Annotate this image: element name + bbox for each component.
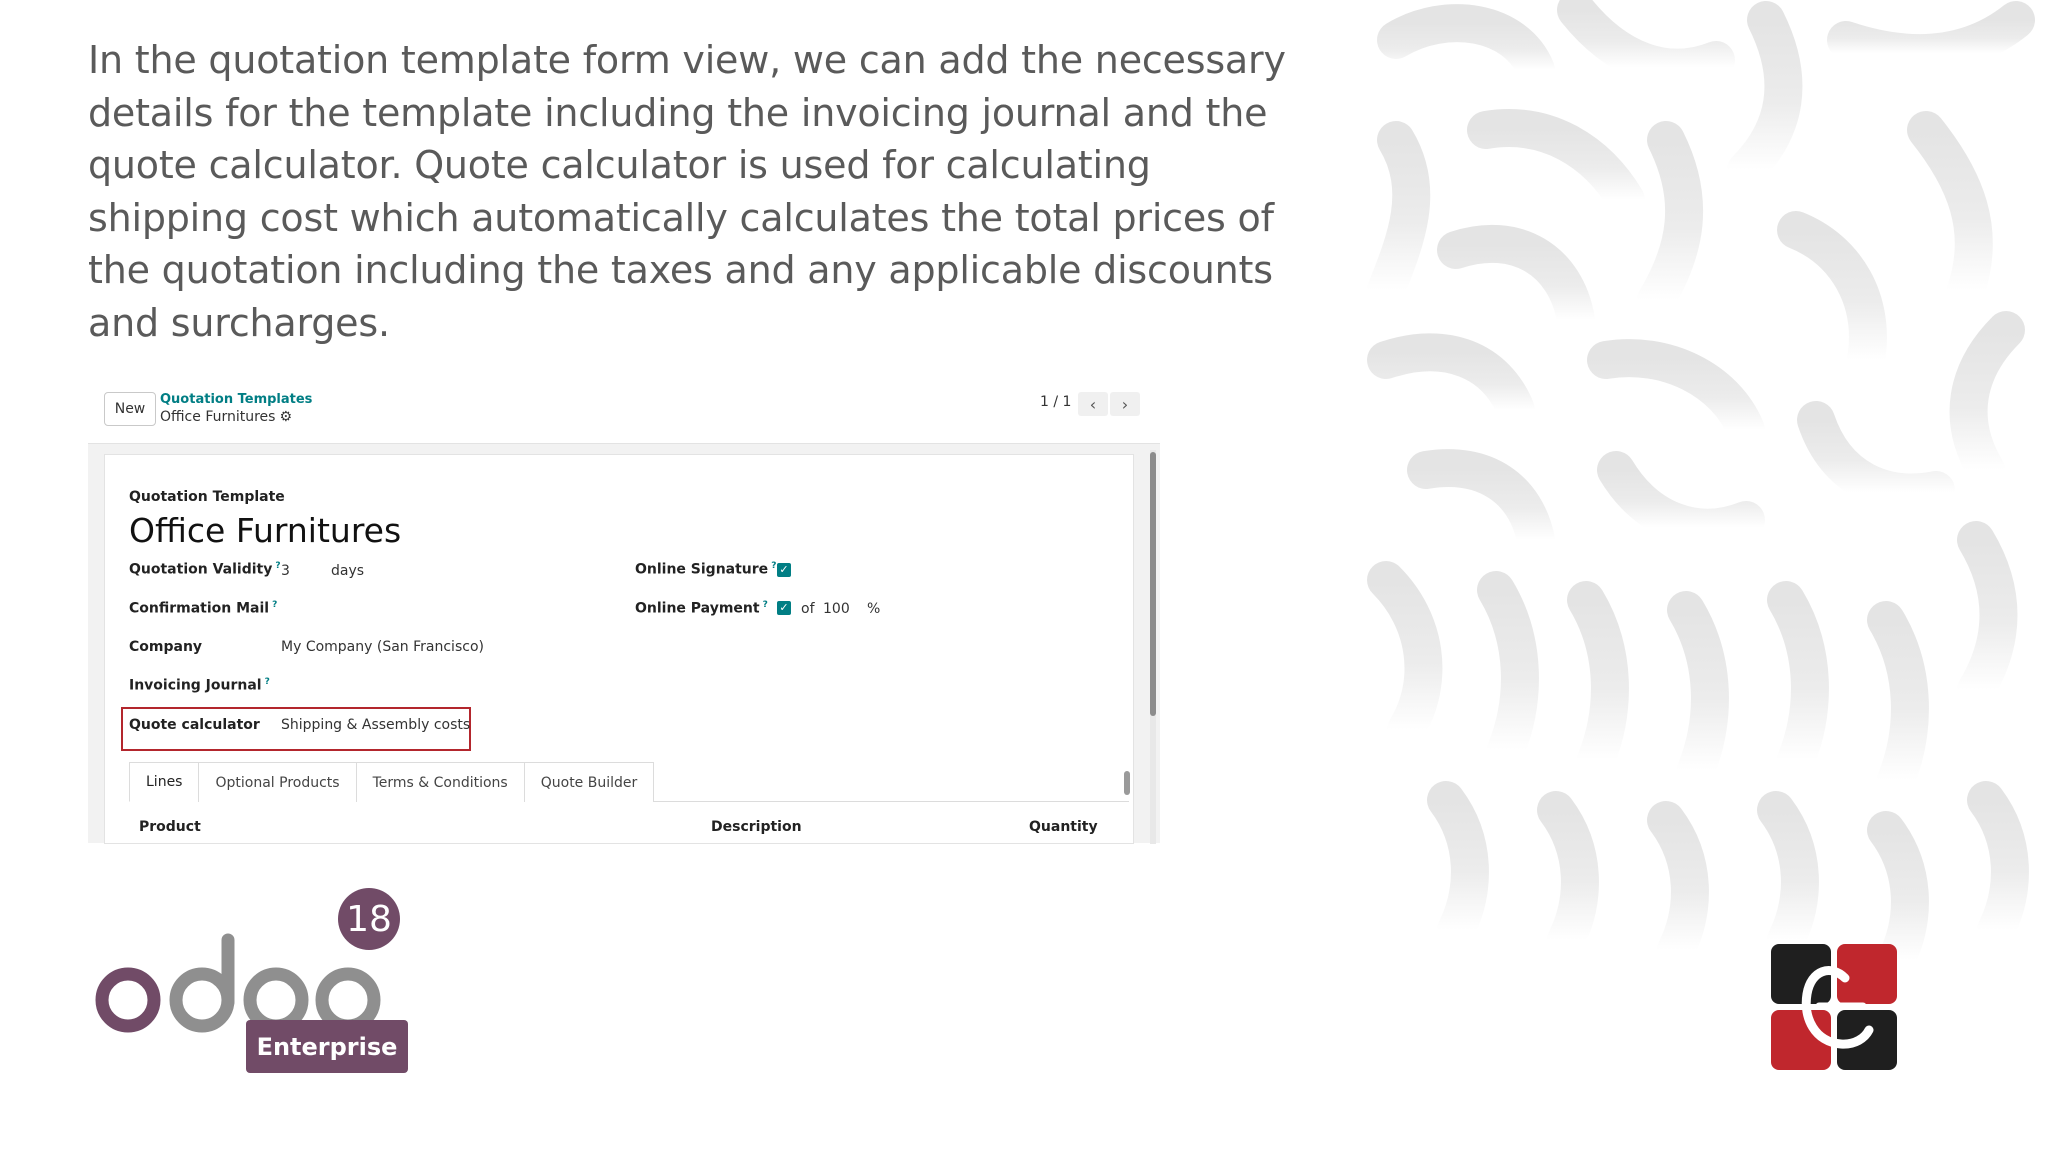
- quotation-validity-text: Quotation Validity: [129, 561, 273, 578]
- breadcrumb-current: [160, 409, 292, 425]
- invoicing-journal-text: Invoicing Journal: [129, 677, 262, 694]
- form-screenshot: [88, 380, 1160, 843]
- quotation-validity-input[interactable]: 3: [281, 563, 290, 579]
- help-icon[interactable]: ?: [272, 600, 278, 610]
- column-product[interactable]: Product: [139, 819, 201, 835]
- confirmation-mail-text: Confirmation Mail: [129, 600, 270, 617]
- version-badge: 18: [338, 888, 400, 950]
- quote-calculator-label: Quote calculator: [129, 717, 260, 733]
- tab-optional-products[interactable]: Optional Products: [198, 762, 356, 802]
- column-quantity[interactable]: Quantity: [1029, 819, 1098, 835]
- online-signature-text: Online Signature: [635, 561, 769, 578]
- decorative-pattern: [1366, 0, 2048, 1080]
- online-payment-percent-input[interactable]: 100: [823, 601, 850, 617]
- online-payment-label: [635, 600, 768, 617]
- chevron-left-icon[interactable]: ‹: [1078, 392, 1108, 416]
- record-type-label: Quotation Template: [129, 489, 285, 505]
- quote-calculator-field[interactable]: Shipping & Assembly costs: [281, 717, 471, 733]
- quotation-validity-label: [129, 561, 281, 578]
- quotation-validity-unit: days: [331, 563, 365, 579]
- form-frame: [88, 443, 1160, 843]
- help-icon[interactable]: ?: [771, 561, 777, 571]
- new-button[interactable]: New: [104, 392, 156, 426]
- help-icon[interactable]: ?: [762, 600, 768, 610]
- help-icon[interactable]: ?: [275, 561, 281, 571]
- control-panel: [88, 380, 1160, 443]
- pager-value[interactable]: 1 / 1: [1040, 394, 1072, 410]
- company-field[interactable]: My Company (San Francisco): [281, 639, 484, 655]
- help-icon[interactable]: ?: [264, 677, 270, 687]
- notebook-tabs: [129, 762, 653, 802]
- chevron-right-icon[interactable]: ›: [1110, 392, 1140, 416]
- form-sheet: [104, 454, 1134, 844]
- column-description[interactable]: Description: [711, 819, 802, 835]
- online-payment-of: of: [801, 601, 815, 617]
- confirmation-mail-label: [129, 600, 277, 617]
- gear-icon[interactable]: ⚙: [279, 409, 293, 425]
- intro-paragraph: In the quotation template form view, we can add the necessary details for the template including the invoicing journal and the quote calculator. Quote calculator is used for calculating shipping cost which automatically calculates the total prices of the quotation including the taxes and any applicable discounts and surcharges.: [88, 38, 1286, 345]
- breadcrumb-current-label: Office Furnitures: [160, 409, 276, 425]
- inner-scrollbar[interactable]: [1124, 771, 1130, 795]
- online-signature-checkbox[interactable]: ✓: [777, 563, 791, 577]
- company-label: Company: [129, 639, 203, 655]
- online-payment-percent-unit: %: [867, 601, 881, 617]
- online-payment-checkbox[interactable]: ✓: [777, 601, 791, 615]
- edition-badge: Enterprise: [246, 1020, 408, 1073]
- tab-quote-builder[interactable]: Quote Builder: [524, 762, 655, 802]
- tab-lines[interactable]: Lines: [129, 762, 199, 802]
- invoicing-journal-label: [129, 677, 270, 694]
- tab-terms-conditions[interactable]: Terms & Conditions: [356, 762, 525, 802]
- online-signature-label: [635, 561, 776, 578]
- online-payment-text: Online Payment: [635, 600, 760, 617]
- scrollbar-thumb[interactable]: [1150, 452, 1156, 716]
- breadcrumb-quotation-templates[interactable]: Quotation Templates: [160, 392, 313, 407]
- brand-logo: [1771, 944, 1897, 1070]
- record-name[interactable]: Office Furnitures: [129, 511, 402, 550]
